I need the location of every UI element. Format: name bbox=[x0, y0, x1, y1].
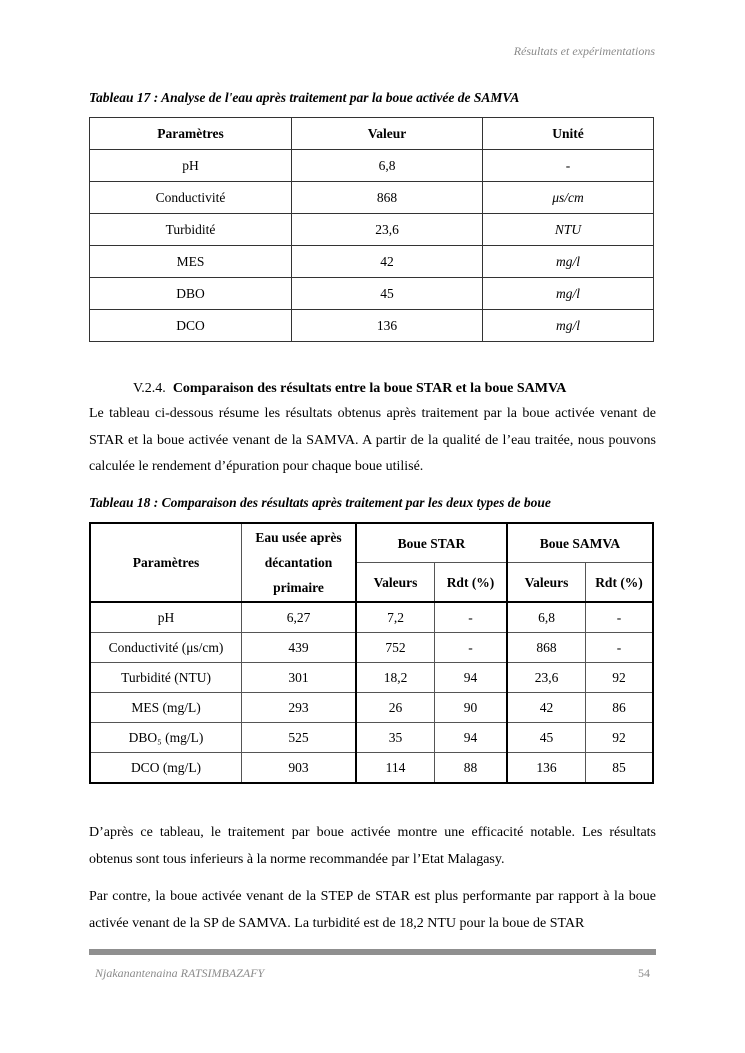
table18-cell-param: pH bbox=[90, 602, 242, 633]
table-row bbox=[90, 602, 653, 633]
table17-cell-value: 6,8 bbox=[292, 150, 483, 182]
table17-cell-param: DBO bbox=[90, 278, 292, 310]
table18-sub-samva-rdt: Rdt (%) bbox=[586, 563, 654, 603]
table18-cell-samva-rdt: 92 bbox=[586, 723, 654, 753]
table18-header-raw: Eau usée après décantation primaire bbox=[242, 523, 357, 602]
table-row bbox=[90, 753, 653, 784]
table-row bbox=[90, 182, 654, 214]
section-title: Comparaison des résultats entre la boue STAR et la boue SAMVA bbox=[172, 381, 567, 396]
table-row bbox=[90, 246, 654, 278]
section-paragraph: Le tableau ci-dessous résume les résultats obtenus après traitement par la boue activée venant de STAR et la boue activée venant de la SAMVA. A partir de la qualité de l’eau traitée, nous pouvons calculée le rendement d’épuration pour chaque boue utilisé. bbox=[89, 406, 656, 474]
table18-cell-star-value: 114 bbox=[356, 753, 435, 784]
table18-cell-samva-value: 136 bbox=[507, 753, 586, 784]
table18-cell-param: DBO₅ (mg/L) bbox=[90, 723, 242, 753]
table-row bbox=[90, 633, 653, 663]
table17-cell-unit: mg/l bbox=[483, 310, 654, 342]
table18-cell-samva-value: 6,8 bbox=[507, 602, 586, 633]
section-heading bbox=[133, 381, 566, 397]
table-row bbox=[90, 693, 653, 723]
table18-cell-samva-rdt: - bbox=[586, 633, 654, 663]
table17-cell-value: 23,6 bbox=[292, 214, 483, 246]
table17-cell-unit: - bbox=[483, 150, 654, 182]
table17-header-param: Paramètres bbox=[90, 118, 292, 150]
table18-header-star: Boue STAR bbox=[356, 523, 507, 563]
table18-sub-star-rdt: Rdt (%) bbox=[435, 563, 508, 603]
table18-cell-param: DCO (mg/L) bbox=[90, 753, 242, 784]
table17-caption: Tableau 17 : Analyse de l'eau après traitement par la boue activée de SAMVA bbox=[89, 90, 520, 105]
table17-header-value: Valeur bbox=[292, 118, 483, 150]
table18-cell-raw: 525 bbox=[242, 723, 357, 753]
table17-cell-param: MES bbox=[90, 246, 292, 278]
table18-cell-samva-value: 45 bbox=[507, 723, 586, 753]
table17-cell-param: DCO bbox=[90, 310, 292, 342]
table18-cell-raw: 293 bbox=[242, 693, 357, 723]
table17 bbox=[89, 117, 654, 342]
table18-cell-star-rdt: 94 bbox=[435, 723, 508, 753]
table18-cell-raw: 301 bbox=[242, 663, 357, 693]
table18-cell-star-rdt: 90 bbox=[435, 693, 508, 723]
table18 bbox=[89, 522, 654, 784]
table17-header-row bbox=[90, 118, 654, 150]
table17-cell-unit: mg/l bbox=[483, 278, 654, 310]
table18-cell-star-value: 26 bbox=[356, 693, 435, 723]
table17-cell-value: 45 bbox=[292, 278, 483, 310]
table18-cell-star-rdt: - bbox=[435, 633, 508, 663]
table18-header-samva: Boue SAMVA bbox=[507, 523, 653, 563]
table18-cell-param: Conductivité (μs/cm) bbox=[90, 633, 242, 663]
footer-author: Njakanantenaina RATSIMBAZAFY bbox=[95, 966, 265, 980]
table17-cell-param: pH bbox=[90, 150, 292, 182]
table18-cell-samva-value: 868 bbox=[507, 633, 586, 663]
table-row bbox=[90, 150, 654, 182]
table17-cell-unit: mg/l bbox=[483, 246, 654, 278]
table18-caption: Tableau 18 : Comparaison des résultats après traitement par les deux types de boue bbox=[89, 495, 551, 510]
table-row bbox=[90, 214, 654, 246]
table18-cell-samva-rdt: 86 bbox=[586, 693, 654, 723]
paragraph-1: D’après ce tableau, le traitement par boue activée montre une efficacité notable. Les résultats obtenus sont tous inferieurs à la norme recommandée par l’Etat Malagasy. bbox=[89, 825, 656, 867]
paragraph-2: Par contre, la boue activée venant de la STEP de STAR est plus performante par rapport à la boue activée venant de la SP de SAMVA. La turbidité est de 18,2 NTU pour la boue de STAR bbox=[89, 889, 656, 931]
table17-cell-param: Turbidité bbox=[90, 214, 292, 246]
table17-cell-unit: μs/cm bbox=[483, 182, 654, 214]
table17-cell-unit: NTU bbox=[483, 214, 654, 246]
footer-rule bbox=[89, 949, 656, 955]
table18-cell-samva-value: 23,6 bbox=[507, 663, 586, 693]
table18-cell-samva-rdt: 85 bbox=[586, 753, 654, 784]
table18-cell-param: Turbidité (NTU) bbox=[90, 663, 242, 693]
table18-cell-star-rdt: 94 bbox=[435, 663, 508, 693]
table18-cell-raw: 6,27 bbox=[242, 602, 357, 633]
table18-cell-star-value: 752 bbox=[356, 633, 435, 663]
table18-cell-star-value: 7,2 bbox=[356, 602, 435, 633]
table18-sub-star-values: Valeurs bbox=[356, 563, 435, 603]
table17-cell-param: Conductivité bbox=[90, 182, 292, 214]
table18-cell-star-rdt: 88 bbox=[435, 753, 508, 784]
table17-cell-value: 42 bbox=[292, 246, 483, 278]
table18-cell-param: MES (mg/L) bbox=[90, 693, 242, 723]
table-row bbox=[90, 278, 654, 310]
table18-cell-star-value: 18,2 bbox=[356, 663, 435, 693]
table17-cell-value: 136 bbox=[292, 310, 483, 342]
page-number: 54 bbox=[638, 966, 650, 980]
table18-cell-star-rdt: - bbox=[435, 602, 508, 633]
running-header: Résultats et expérimentations bbox=[513, 44, 655, 58]
table18-cell-star-value: 35 bbox=[356, 723, 435, 753]
section-number: V.2.4. bbox=[133, 381, 166, 396]
table18-sub-samva-values: Valeurs bbox=[507, 563, 586, 603]
table-row bbox=[90, 723, 653, 753]
table18-header-param: Paramètres bbox=[90, 523, 242, 602]
table-row bbox=[90, 310, 654, 342]
table-row bbox=[90, 663, 653, 693]
table18-cell-samva-rdt: - bbox=[586, 602, 654, 633]
table18-cell-raw: 439 bbox=[242, 633, 357, 663]
table18-cell-raw: 903 bbox=[242, 753, 357, 784]
table17-header-unit: Unité bbox=[483, 118, 654, 150]
table18-cell-samva-value: 42 bbox=[507, 693, 586, 723]
table18-cell-samva-rdt: 92 bbox=[586, 663, 654, 693]
table17-cell-value: 868 bbox=[292, 182, 483, 214]
table18-header-row bbox=[90, 523, 653, 563]
